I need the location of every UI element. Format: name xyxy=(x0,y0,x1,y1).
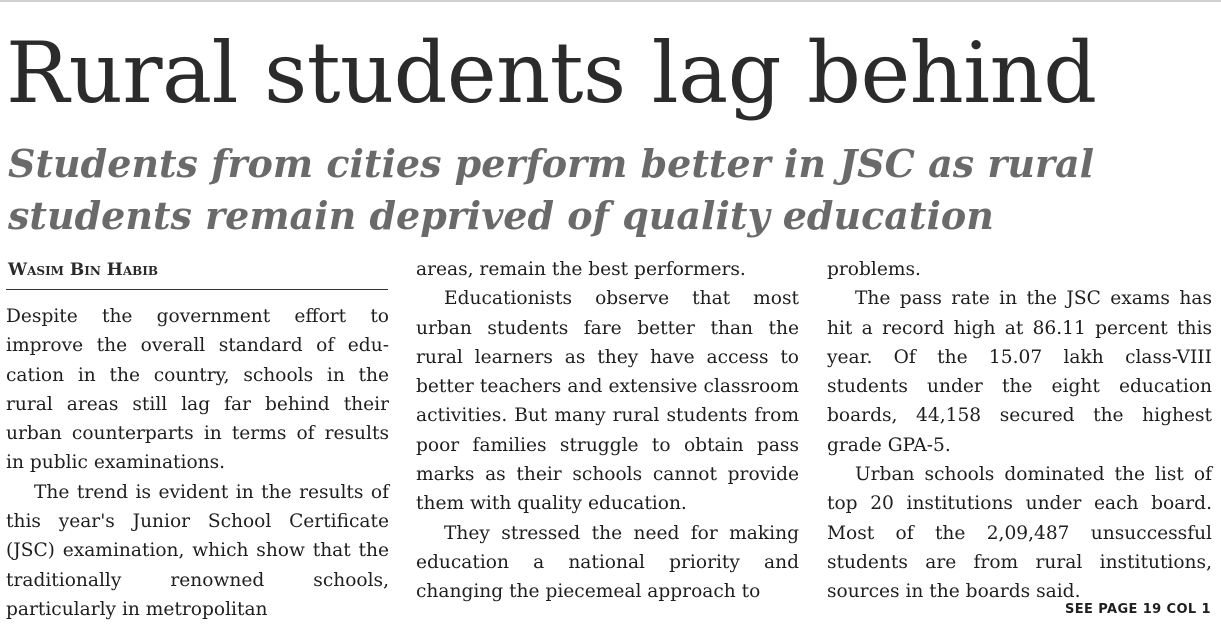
article-column-2 xyxy=(416,255,799,607)
paragraph: Educationists observe that most urban students fare better than the rural learners as they have access to better teachers and extensive classroom activities. But many rural students from poor families struggle to obtain pass marks as their schools cannot provide them with quality education. xyxy=(416,288,799,515)
byline-rule xyxy=(6,289,388,290)
paragraph: Despite the government effort to improve the overall standard of education in the country, schools in the rural areas still lag far behind their urban counterparts in terms of results in public examinations. xyxy=(6,306,389,474)
top-rule xyxy=(0,0,1221,2)
subheadline: Students from cities perform better in JSC as rural students remain deprived of quality education xyxy=(8,141,1095,238)
paragraph: problems. xyxy=(827,259,921,280)
byline: Wasim Bin Habib xyxy=(8,260,159,280)
headline: Rural students lag behind xyxy=(6,24,1097,122)
paragraph: Urban schools dominated the list of top 20 institutions under each board. Most of the 2,09,487 unsuccessful students are from rural institutions, sources in the boards said. xyxy=(827,464,1212,603)
paragraph: They stressed the need for making education a national priority and changing the piecemeal approach to xyxy=(416,522,799,603)
article-column-3 xyxy=(827,255,1212,607)
paragraph: areas, remain the best performers. xyxy=(416,259,746,280)
paragraph: The trend is evident in the results of this year's Junior School Certificate (JSC) examination, which show that the traditionally renowned schools, particularly in metropolitan xyxy=(6,481,389,620)
continued-on-page-link[interactable]: SEE PAGE 19 COL 1 xyxy=(1065,602,1211,617)
paragraph: The pass rate in the JSC exams has hit a record high at 86.11 percent this year. Of the 15.07 lakh class-VIII students under the eight education boards, 44,158 secured the highest grade GPA-5. xyxy=(827,288,1212,456)
article-column-1 xyxy=(6,302,389,624)
